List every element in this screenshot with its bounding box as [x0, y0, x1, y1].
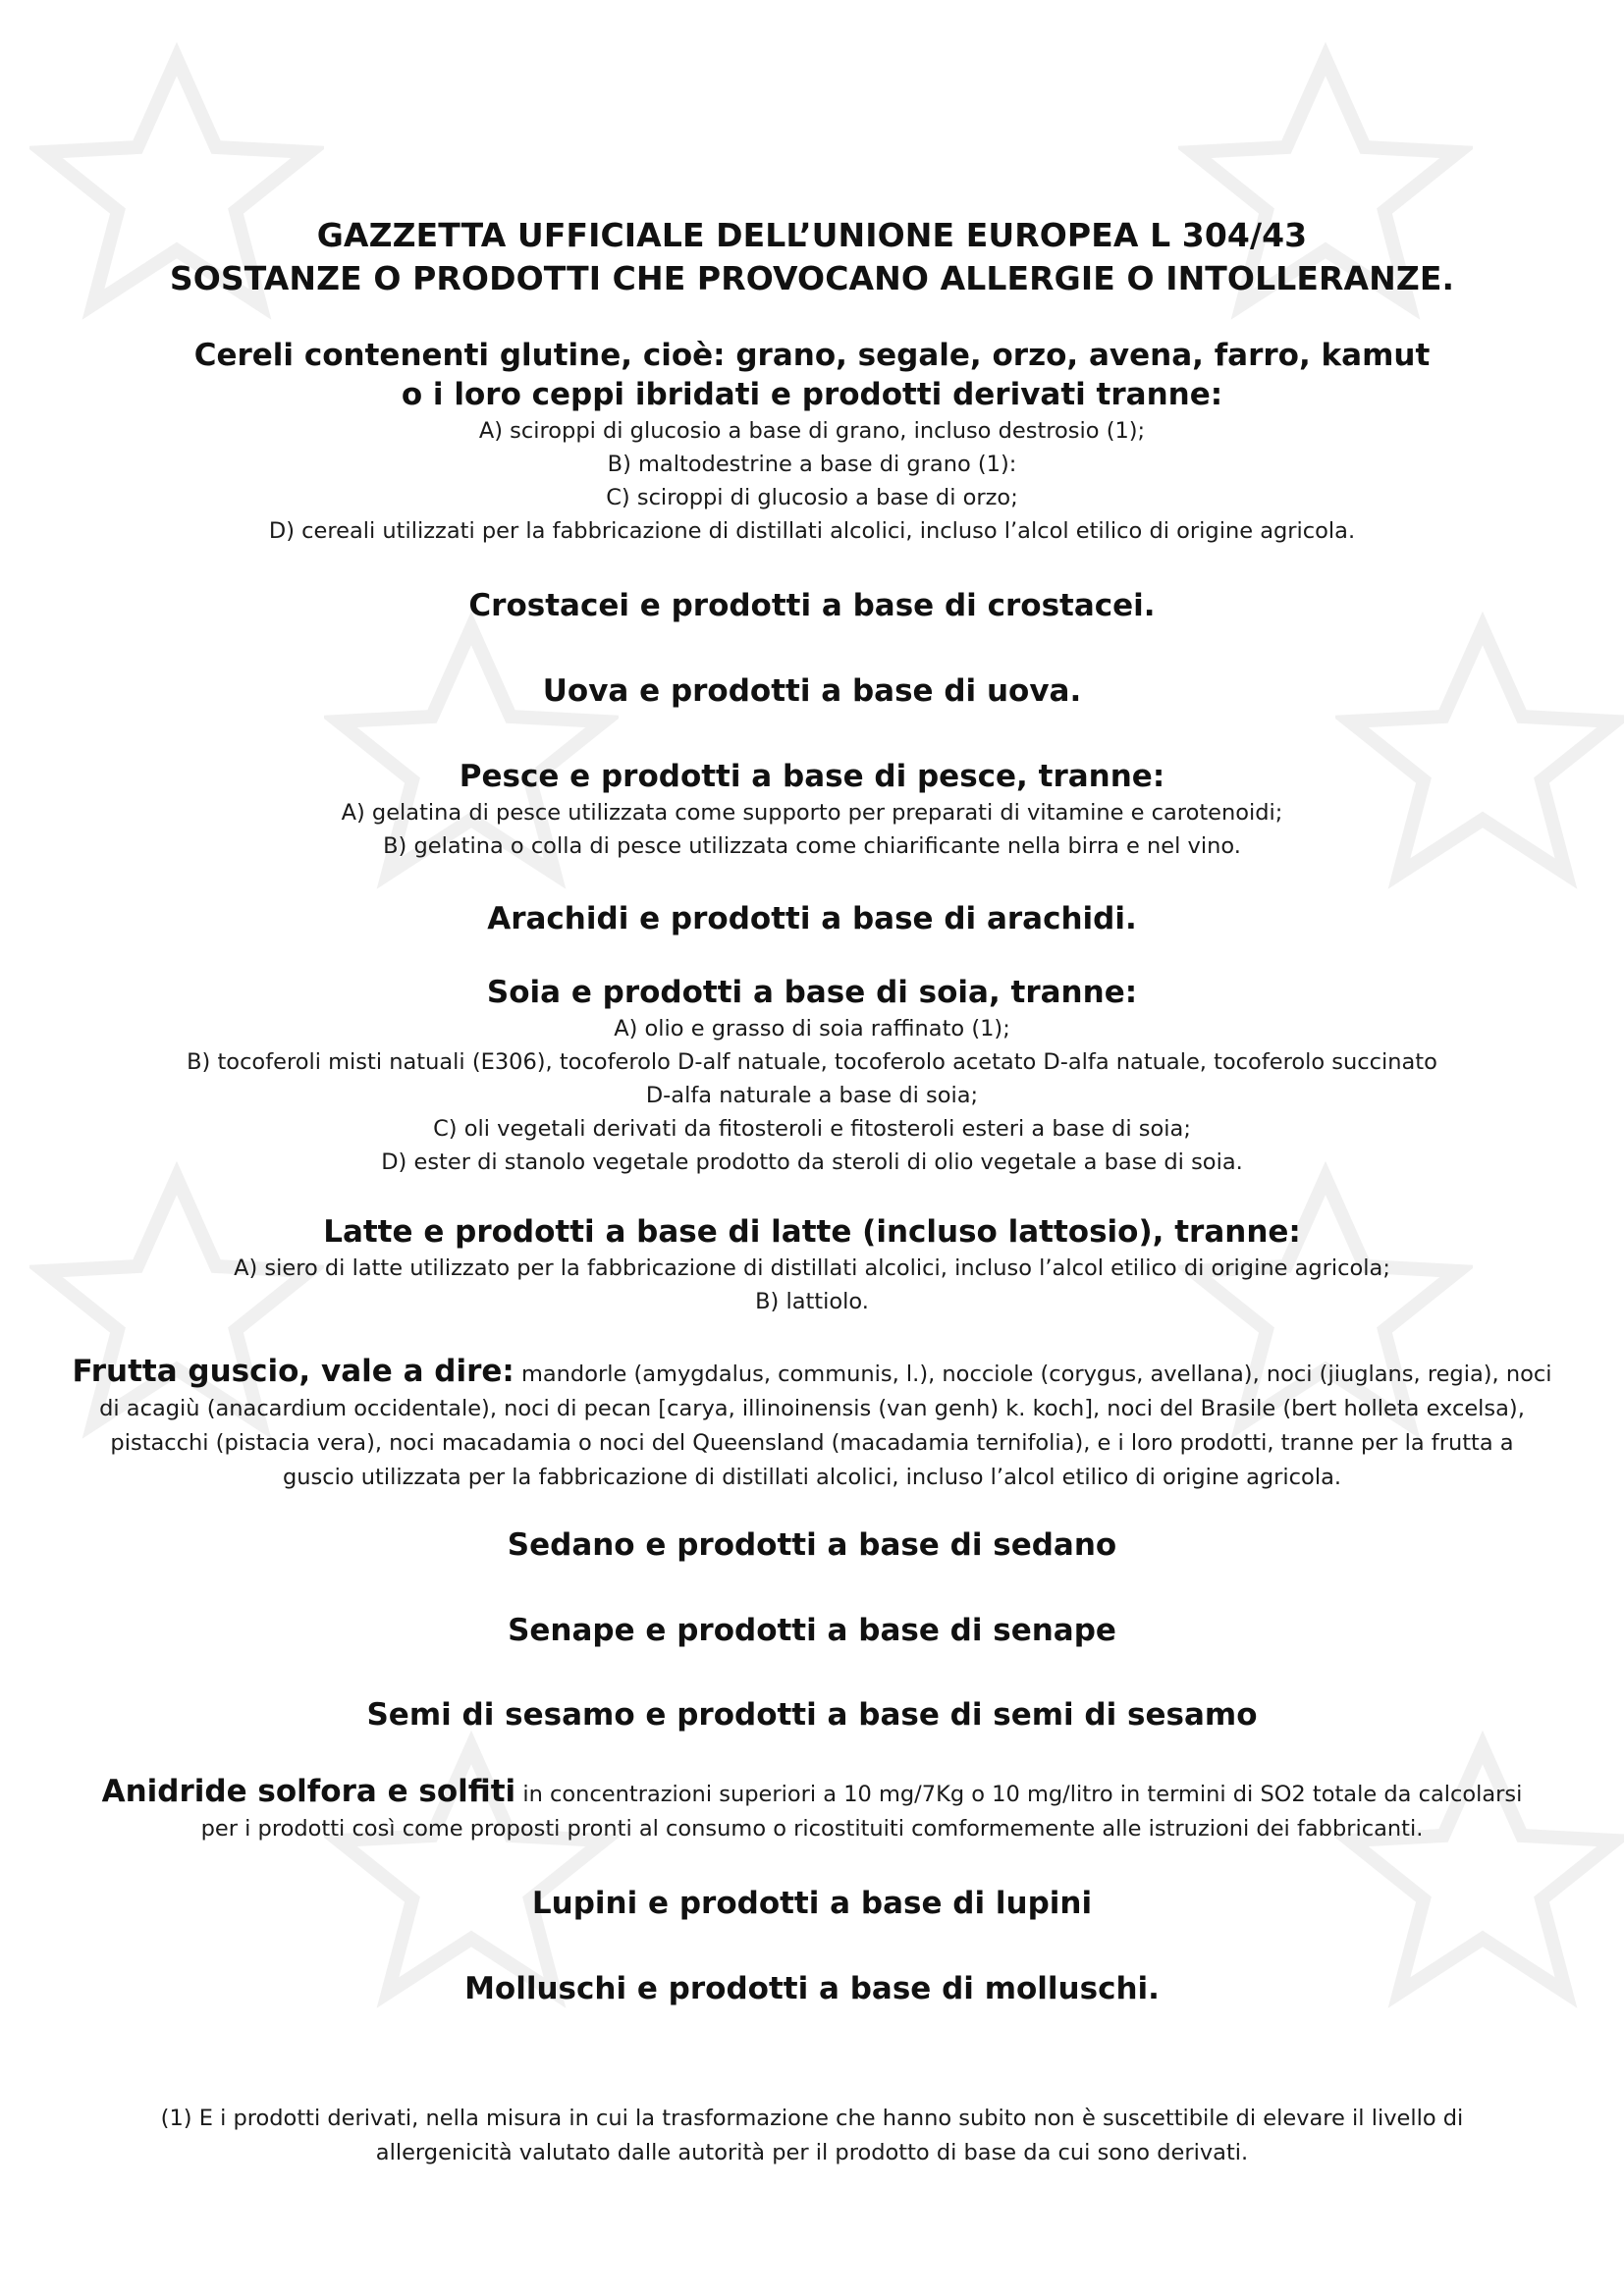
frutta-text: mandorle (amygdalus, communis, l.), nocciole (corygus, avellana), noci (jiuglans, regia), noci [514, 1362, 1552, 1387]
soia-heading: Soia e prodotti a base di soia, tranne: [486, 975, 1138, 1010]
latte-item: A) siero di latte utilizzato per la fabbricazione di distillati alcolici, incluso l’alcol etilico di origine agricola; [234, 1255, 1390, 1281]
cereali-item: A) sciroppi di glucosio a base di grano, incluso destrosio (1); [478, 418, 1146, 444]
sedano-heading: Sedano e prodotti a base di sedano [507, 1527, 1117, 1563]
soia-item: C) oli vegetali derivati da fitosteroli e fitosteroli esteri a base di soia; [433, 1116, 1191, 1142]
lupini-heading: Lupini e prodotti a base di lupini [531, 1886, 1093, 1921]
section-senape [59, 1611, 1565, 1650]
section-latte [59, 1212, 1565, 1318]
section-anidride [59, 1775, 1565, 1846]
arachidi-heading: Arachidi e prodotti a base di arachidi. [487, 901, 1137, 936]
latte-item: B) lattiolo. [755, 1289, 869, 1314]
frutta-line-1 [59, 1355, 1565, 1392]
section-soia [59, 973, 1565, 1179]
uova-heading: Uova e prodotti a base di uova. [542, 673, 1082, 709]
anidride-line: per i prodotti così come proposti pronti al consumo o ricostituiti comformemente alle istruzioni dei fabbricanti. [200, 1816, 1424, 1842]
latte-heading: Latte e prodotti a base di latte (incluso lattosio), tranne: [323, 1214, 1301, 1250]
frutta-lead: Frutta guscio, vale a dire: [72, 1354, 514, 1389]
senape-heading: Senape e prodotti a base di senape [508, 1613, 1116, 1648]
footnote-line-2: allergenicità valutato dalle autorità per il prodotto di base da cui sono derivati. [375, 2140, 1249, 2165]
soia-item: D) ester di stanolo vegetale prodotto da steroli di olio vegetale a base di soia. [381, 1149, 1243, 1175]
footnote [59, 2102, 1565, 2170]
anidride-text: in concentrazioni superiori a 10 mg/7Kg o 10 mg/litro in termini di SO2 totale da calcolarsi [515, 1782, 1523, 1807]
cereali-heading-1: Cereli contenenti glutine, cioè: grano, segale, orzo, avena, farro, kamut [193, 338, 1431, 373]
section-lupini [59, 1884, 1565, 1923]
pesce-heading: Pesce e prodotti a base di pesce, tranne: [459, 759, 1165, 794]
cereali-item: D) cereali utilizzati per la fabbricazione di distillati alcolici, incluso l’alcol etilico di origine agricola. [268, 518, 1356, 544]
frutta-line: di acagiù (anacardium occidentale), noci di pecan [carya, illinoinensis (van genh) k. koch], noci del Brasile (bert holleta excelsa), [99, 1396, 1525, 1421]
title-line-1: GAZZETTA UFFICIALE DELL’UNIONE EUROPEA L 304/43 [316, 216, 1308, 254]
title-line-2: SOSTANZE O PRODOTTI CHE PROVOCANO ALLERGIE O INTOLLERANZE. [169, 259, 1455, 297]
section-cereali [59, 336, 1565, 548]
section-sedano [59, 1525, 1565, 1565]
anidride-line-1 [59, 1775, 1565, 1812]
cereali-heading-2: o i loro ceppi ibridati e prodotti derivati tranne: [401, 377, 1223, 412]
soia-item: B) tocoferoli misti natuali (E306), tocoferolo D-alf natuale, tocoferolo acetato D-alfa natuale, tocoferolo succinato [187, 1049, 1437, 1075]
sesamo-heading: Semi di sesamo e prodotti a base di semi di sesamo [366, 1697, 1258, 1733]
section-molluschi [59, 1969, 1565, 2008]
section-pesce [59, 757, 1565, 863]
crostacei-heading: Crostacei e prodotti a base di crostacei. [468, 588, 1156, 623]
pesce-item: A) gelatina di pesce utilizzata come supporto per preparati di vitamine e carotenoidi; [341, 800, 1283, 826]
document-title [59, 214, 1565, 300]
section-arachidi [59, 899, 1565, 938]
section-crostacei [59, 586, 1565, 625]
frutta-line: pistacchi (pistacia vera), noci macadamia o noci del Queensland (macadamia ternifolia), e i loro prodotti, tranne per la frutta a [110, 1430, 1514, 1456]
section-uova [59, 671, 1565, 711]
footnote-line-1: (1) E i prodotti derivati, nella misura in cui la trasformazione che hanno subito non è suscettibile di elevare il livello di [160, 2106, 1464, 2131]
soia-item: D-alfa naturale a base di soia; [645, 1083, 979, 1108]
cereali-item: B) maltodestrine a base di grano (1): [607, 452, 1017, 477]
section-frutta-guscio [59, 1355, 1565, 1495]
section-sesamo [59, 1695, 1565, 1735]
soia-item: A) olio e grasso di soia raffinato (1); [614, 1016, 1010, 1041]
molluschi-heading: Molluschi e prodotti a base di molluschi. [464, 1971, 1160, 2006]
cereali-item: C) sciroppi di glucosio a base di orzo; [606, 485, 1018, 510]
pesce-item: B) gelatina o colla di pesce utilizzata come chiarificante nella birra e nel vino. [383, 833, 1241, 859]
frutta-line: guscio utilizzata per la fabbricazione di distillati alcolici, incluso l’alcol etilico di origine agricola. [282, 1465, 1342, 1490]
anidride-lead: Anidride solfora e solfiti [101, 1774, 516, 1809]
